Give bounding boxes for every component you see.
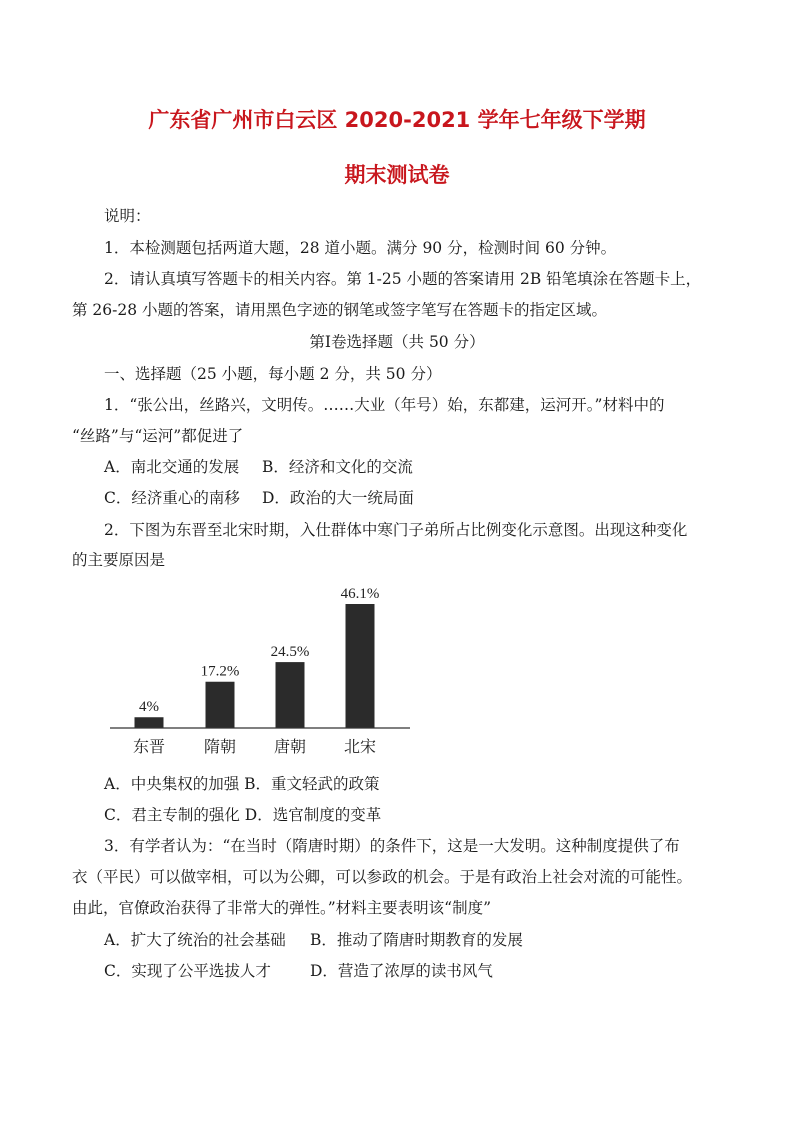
- question-1-option-b: B．经济和文化的交流: [262, 458, 413, 476]
- bar-2: [276, 662, 305, 728]
- instruction-item-2-line-2: 第 26-28 小题的答案，请用黑色字迹的钢笔或签字笔写在答题卡的指定区域。: [72, 301, 608, 319]
- bar-value-label-0: 4%: [139, 699, 159, 716]
- category-label-1: 隋朝: [203, 739, 237, 756]
- bar-3: [346, 604, 375, 728]
- instructions-heading: 说明：: [104, 207, 151, 225]
- instruction-item-1: 1．本检测题包括两道大题，28 道小题。满分 90 分，检测时间 60 分钟。: [104, 239, 617, 257]
- category-label-0: 东晋: [132, 739, 166, 756]
- question-2-options-cd: C．君主专制的强化 D．选官制度的变革: [104, 806, 382, 824]
- question-1-option-a: A．南北交通的发展: [104, 458, 240, 476]
- question-2-stem-line-2: 的主要原因是: [72, 551, 166, 569]
- bar-value-label-3: 46.1%: [340, 586, 380, 602]
- question-1-stem-line-1: 1．“张公出，丝路兴，文明传。……大业（年号）始，东都建，运河开。”材料中的: [104, 396, 665, 414]
- question-3-stem-line-1: 3．有学者认为：“在当时（隋唐时期）的条件下，这是一大发明。这种制度提供了布: [104, 837, 680, 855]
- question-3-option-b: B．推动了隋唐时期教育的发展: [310, 931, 523, 949]
- instruction-item-2-line-1: 2．请认真填写答题卡的相关内容。第 1-25 小题的答案请用 2B 铅笔填涂在答题卡上，: [104, 270, 702, 288]
- section-subheading: 一、选择题（25 小题，每小题 2 分，共 50 分）: [104, 365, 442, 383]
- title-line-1: 广东省广州市白云区 2020-2021 学年七年级下学期: [148, 108, 646, 132]
- bar-1: [206, 682, 235, 728]
- bar-chart-svg: [110, 578, 415, 768]
- question-3-stem-line-3: 由此，官僚政治获得了非常大的弹性。”材料主要表明该“制度”: [72, 899, 492, 917]
- question-1-stem-line-2: “丝路”与“运河”都促进了: [72, 427, 244, 445]
- bar-0: [135, 717, 164, 728]
- bar-value-label-2: 24.5%: [270, 644, 310, 661]
- question-2-options-ab: A．中央集权的加强 B．重文轻武的政策: [104, 775, 380, 793]
- question-1-option-d: D．政治的大一统局面: [262, 489, 414, 507]
- section-heading: 第Ⅰ卷选择题（共 50 分）: [309, 333, 485, 351]
- question-3-option-a: A．扩大了统治的社会基础: [104, 931, 286, 949]
- question-3-stem-line-2: 衣（平民）可以做宰相，可以为公卿，可以参政的机会。于是有政治上社会对流的可能性。: [72, 868, 693, 886]
- question-3-option-c: C．实现了公平选拔人才: [104, 962, 271, 980]
- category-label-3: 北宋: [343, 739, 377, 756]
- question-2-stem-line-1: 2．下图为东晋至北宋时期，入仕群体中寒门子弟所占比例变化示意图。出现这种变化: [104, 521, 688, 539]
- question-3-option-d: D．营造了浓厚的读书风气: [310, 962, 493, 980]
- bar-value-label-1: 17.2%: [200, 663, 240, 680]
- title-line-2: 期末测试卷: [344, 163, 450, 187]
- question-1-option-c: C．经济重心的南移: [104, 489, 240, 507]
- bar-chart: [110, 578, 415, 768]
- category-label-2: 唐朝: [273, 739, 307, 756]
